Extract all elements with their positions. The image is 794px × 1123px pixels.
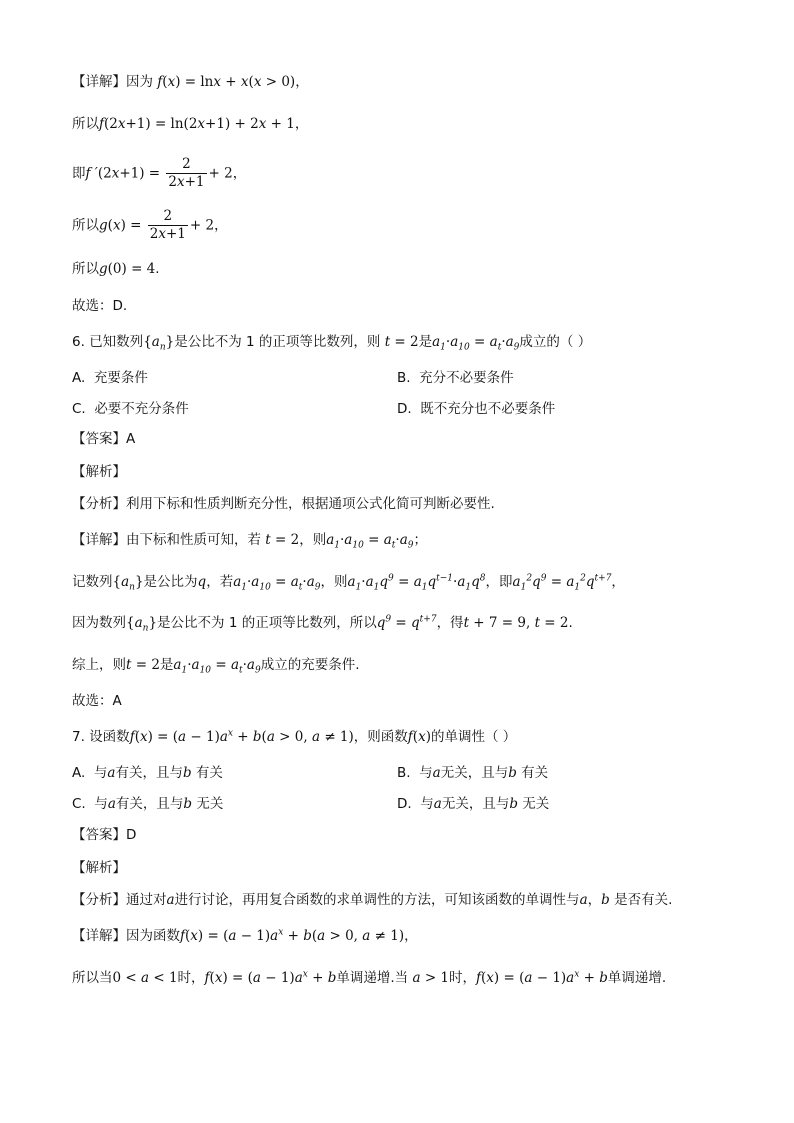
q6-option-c[interactable]: C. 必要不充分条件 [72, 401, 189, 417]
q7-fenxi: 【分析】通过对a进行讨论，再用复合函数的求单调性的方法，可知该函数的单调性与a，b 是否有关. [72, 892, 673, 908]
q6-option-a[interactable]: A. 充要条件 [72, 370, 148, 386]
q6-detail-2: 记数列$\{a_n\}$是公比为q，若$a_1\cdot a_{10} = a_t\cdot a_9$，则$a_1\cdot a_1q^9 = a_1q^{t-1}\cdot a_1q^8$，即$a_1^2q^9 = a_1^2q^{t+7}$， [72, 573, 625, 593]
q7-option-a[interactable]: A. 与a有关，且与b 有关 [72, 765, 223, 781]
detail-line-3: 即f ′(2x+1) = $\frac{2}{2x+1}$ + 2， [72, 156, 247, 190]
q7-answer: 【答案】D [72, 827, 137, 843]
choose-line: 故选：D. [72, 298, 128, 314]
formula: f [153, 74, 163, 90]
detail-line-5: 所以g(0) = 4. [72, 261, 160, 277]
q6-choose: 故选：A [72, 693, 122, 709]
q7-option-c[interactable]: C. 与a有关，且与b 无关 [72, 796, 224, 812]
q7-detail-2: 所以当0 < a < 1时，$f(x) = (a - 1)a^x + b$单调递增.当 a > 1时，$f(x) = (a - 1)a^x + b$单调递增. [72, 969, 667, 986]
fraction: $\frac{2}{2x+1}$ [168, 156, 205, 190]
q6-option-d[interactable]: D. 既不充分也不必要条件 [397, 401, 556, 417]
q6-fenxi: 【分析】利用下标和性质判断充分性，根据通项公式化简可判断必要性. [72, 496, 495, 512]
q6-option-b[interactable]: B. 充分不必要条件 [397, 370, 514, 386]
q6-analysis-tag: 【解析】 [72, 464, 126, 480]
q7-detail-1: 【详解】因为函数$f(x) = (a - 1)a^x + b(a > 0$, a ≠ 1)， [72, 927, 418, 944]
detail-line-2: 所以f(2x+1) = ln(2x+1) + 2x + 1， [72, 116, 309, 132]
detail-line-1: 【详解】因为 f(x) = lnx + x(x > 0)， [72, 74, 309, 90]
fraction: $\frac{2}{2x+1}$ [149, 208, 186, 242]
q6-detail-3: 因为数列$\{a_n\}$是公比不为 1 的正项等比数列，所以$q^9 = q^{t+7}$，得t + 7 = 9, t = 2. [72, 614, 573, 634]
q7-option-d[interactable]: D. 与a无关，且与b 无关 [397, 796, 550, 812]
q6-detail-4: 综上，则t = 2是$a_1\cdot a_{10} = a_t\cdot a_9$成立的充要条件. [72, 657, 360, 676]
question-6-stem: 6. 已知数列$\{a_n\}$是公比不为 1 的正项等比数列，则 t = 2是$a_1\cdot a_{10} = a_t\cdot a_9$成立的（ ） [72, 334, 592, 353]
q7-analysis-tag: 【解析】 [72, 860, 126, 876]
q7-option-b[interactable]: B. 与a无关，且与b 有关 [397, 765, 549, 781]
question-7-stem: 7. 设函数$f(x) = (a - 1)a^x + b(a > 0$, a ≠ 1)，则函数f(x)的单调性（ ） [72, 728, 517, 745]
q6-answer: 【答案】A [72, 431, 136, 447]
detail-line-4: 所以g(x) = $\frac{2}{2x+1}$ + 2， [72, 208, 228, 242]
q6-detail-1: 【详解】由下标和性质可知，若 t = 2，则$a_1\cdot a_{10} = a_t\cdot a_9$； [72, 532, 427, 551]
detail-tag: 【详解】 [72, 74, 126, 90]
